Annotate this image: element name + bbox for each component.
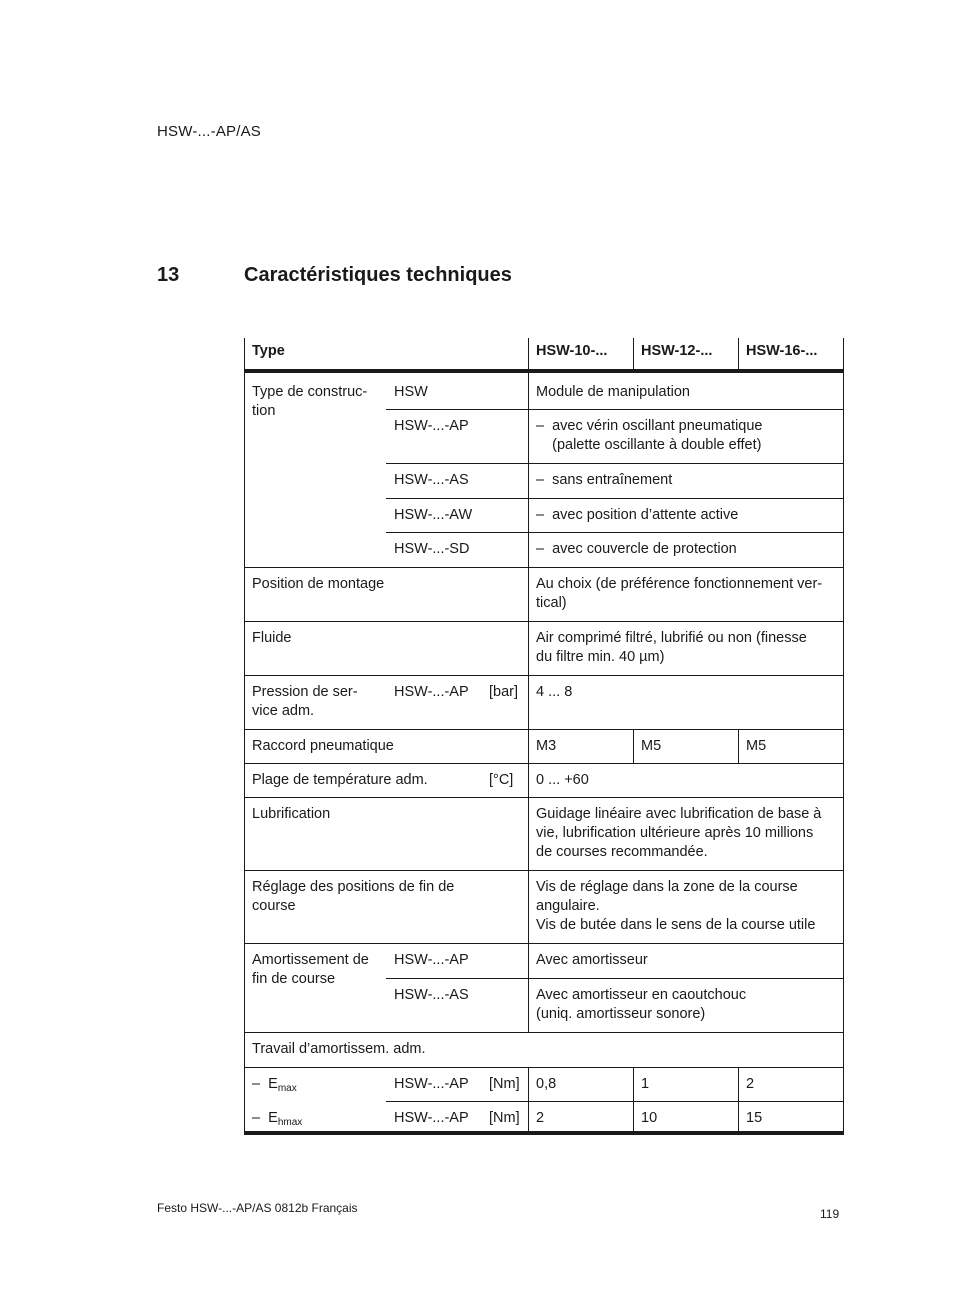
temperature-unit: [°C] — [489, 772, 514, 788]
cushioning-label: Amortissement de fin de course — [252, 952, 369, 987]
ehmax-label — [252, 1109, 302, 1132]
ehmax-hsw16: 15 — [746, 1110, 763, 1126]
footer-document-info: Festo HSW-...-AP/AS 0812b Français — [157, 1201, 358, 1215]
ehmax-dash: – — [252, 1110, 261, 1126]
document-code: HSW-...-AP/AS — [157, 123, 262, 140]
construction-variant: HSW — [394, 384, 428, 400]
work-label: Travail d’amortissem. adm. — [252, 1041, 426, 1057]
mounting-value: Au choix (de préférence fonctionnement ver- tical) — [536, 576, 823, 611]
page-number: 119 — [820, 1207, 840, 1221]
header-divider — [633, 338, 634, 370]
row-rule — [386, 498, 844, 499]
row-rule — [244, 729, 844, 730]
pressure-label: Pression de ser- vice adm. — [252, 684, 358, 719]
row-rule — [244, 763, 844, 764]
construction-variant: HSW-...-AP — [394, 418, 469, 434]
temperature-value: 0 ... +60 — [536, 772, 589, 788]
row-rule — [244, 870, 844, 871]
pressure-value: 4 ... 8 — [536, 684, 573, 700]
column-divider — [633, 729, 634, 763]
connection-hsw10: M3 — [536, 738, 557, 754]
table-bottom-rule — [244, 1131, 844, 1135]
emax-unit: [Nm] — [489, 1076, 520, 1092]
column-divider — [738, 729, 739, 763]
construction-label: Type de construc- tion — [252, 384, 368, 419]
row-rule — [386, 409, 844, 410]
connection-hsw12: M5 — [641, 738, 662, 754]
row-rule — [386, 1101, 844, 1102]
ehmax-hsw12: 10 — [641, 1110, 658, 1126]
lubrication-label: Lubrification — [252, 806, 331, 822]
row-rule — [386, 532, 844, 533]
ehmax-unit: [Nm] — [489, 1110, 520, 1126]
section-number: 13 — [157, 264, 180, 286]
pressure-unit: [bar] — [489, 684, 519, 700]
row-rule — [386, 463, 844, 464]
cushioning-variant: HSW-...-AS — [394, 987, 469, 1003]
construction-value: – avec couvercle de protection — [536, 541, 737, 557]
section-title: Caractéristiques techniques — [244, 264, 512, 286]
construction-variant: HSW-...-SD — [394, 541, 470, 557]
construction-value: – avec position d’attente active — [536, 507, 739, 523]
ehmax-variant: HSW-...-AP — [394, 1110, 469, 1126]
header-hsw16: HSW-16-... — [746, 343, 818, 359]
value-column-divider — [528, 373, 529, 1033]
construction-value: – avec vérin oscillant pneumatique (palette oscillante à double effet) — [536, 418, 763, 453]
end-position-label: Réglage des positions de fin de course — [252, 879, 455, 914]
lubrication-value: Guidage linéaire avec lubrification de base à vie, lubrification ultérieure après 10 millions de courses recommandée. — [536, 806, 822, 860]
ehmax-hsw10: 2 — [536, 1110, 545, 1126]
emax-hsw10: 0,8 — [536, 1076, 557, 1092]
emax-hsw12: 1 — [641, 1076, 650, 1092]
emax-subscript: max — [277, 1083, 297, 1094]
header-hsw12: HSW-12-... — [641, 343, 713, 359]
end-position-value: Vis de réglage dans la zone de la course angulaire. Vis de butée dans le sens de la course utile — [536, 879, 816, 933]
construction-value: Module de manipulation — [536, 384, 690, 400]
construction-value: – sans entraînement — [536, 472, 673, 488]
fluid-label: Fluide — [252, 630, 292, 646]
table-border-left — [244, 338, 245, 1134]
ehmax-symbol: E — [268, 1110, 278, 1126]
header-rule — [244, 369, 844, 373]
emax-variant: HSW-...-AP — [394, 1076, 469, 1092]
mounting-label: Position de montage — [252, 576, 385, 592]
construction-variant: HSW-...-AW — [394, 507, 473, 523]
row-rule — [244, 675, 844, 676]
pressure-variant: HSW-...-AP — [394, 684, 469, 700]
header-divider — [738, 338, 739, 370]
cushioning-value: Avec amortisseur — [536, 952, 648, 968]
emax-symbol: E — [268, 1076, 278, 1092]
construction-variant: HSW-...-AS — [394, 472, 469, 488]
cushioning-value: Avec amortisseur en caoutchouc (uniq. amortisseur sonore) — [536, 987, 747, 1022]
connection-label: Raccord pneumatique — [252, 738, 394, 754]
row-rule — [244, 1067, 844, 1068]
row-rule — [244, 567, 844, 568]
row-rule — [244, 621, 844, 622]
header-hsw10: HSW-10-... — [536, 343, 608, 359]
temperature-label: Plage de température adm. — [252, 772, 428, 788]
fluid-value: Air comprimé filtré, lubrifié ou non (finesse du filtre min. 40 µm) — [536, 630, 807, 665]
row-rule — [244, 1032, 844, 1033]
row-rule — [244, 943, 844, 944]
ehmax-subscript: hmax — [277, 1117, 303, 1128]
emax-dash: – — [252, 1076, 261, 1092]
connection-hsw16: M5 — [746, 738, 767, 754]
header-type: Type — [252, 343, 285, 359]
column-divider — [633, 1067, 634, 1134]
header-divider — [528, 338, 529, 370]
column-divider — [738, 1067, 739, 1134]
emax-hsw16: 2 — [746, 1076, 755, 1092]
table-border-right — [843, 338, 844, 1134]
row-rule — [386, 978, 844, 979]
row-rule — [244, 797, 844, 798]
cushioning-variant: HSW-...-AP — [394, 952, 469, 968]
emax-label — [252, 1075, 297, 1098]
